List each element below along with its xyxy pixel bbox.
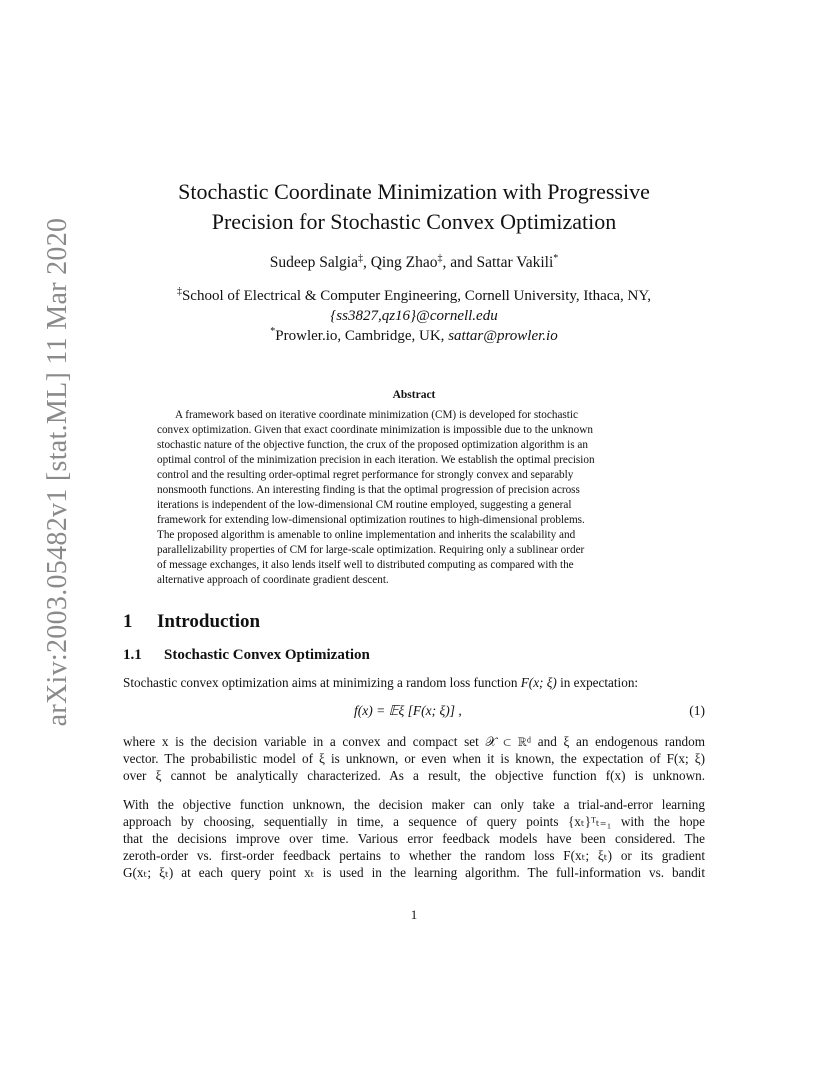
- subsection-title: Stochastic Convex Optimization: [164, 647, 370, 663]
- affiliation-1-emails: {ss3827,qz16}@cornell.edu: [330, 308, 498, 324]
- abstract-line: nonsmooth functions. An interesting finding is that the optimal progression of precision across: [157, 484, 580, 496]
- title-line-2: Precision for Stochastic Convex Optimization: [211, 209, 617, 234]
- author-1-mark: ‡: [357, 252, 363, 264]
- title-line-1: Stochastic Coordinate Minimization with Progressive: [178, 179, 650, 204]
- abstract-line: convex optimization. Given that exact coordinate minimization is impossible due to the unknown: [157, 424, 593, 436]
- paper-page: [123, 0, 705, 1072]
- page-number: 1: [410, 907, 418, 922]
- affiliation-2-mark: *: [270, 326, 276, 337]
- affiliation-2: [123, 326, 705, 346]
- author-2: Qing Zhao: [370, 254, 438, 271]
- affiliation-2-text: Prowler.io, Cambridge, UK,: [275, 328, 449, 344]
- affiliation-1-mark: ‡: [176, 286, 182, 297]
- author-1: Sudeep Salgia: [269, 254, 358, 271]
- paper-title: [123, 177, 705, 237]
- affiliation-1: [123, 286, 705, 306]
- abstract-line: of message exchanges, it also lends itself well to distributed computing as compared with the: [157, 559, 574, 571]
- subsection-number: 1.1: [123, 647, 142, 663]
- paragraph-3: [123, 796, 705, 881]
- abstract-line: alternative approach of coordinate gradient descent.: [157, 574, 389, 586]
- paragraph-line: With the objective function unknown, the decision maker can only take a trial-and-error learning: [123, 797, 705, 812]
- affiliations: [123, 286, 705, 346]
- paragraph-line: vector. The probabilistic model of ξ is unknown, or even when it is known, the expectation of F(x; ξ): [123, 751, 705, 766]
- section-number: 1: [123, 611, 133, 632]
- abstract-heading: Abstract: [392, 389, 436, 401]
- math-expression: F(x; ξ): [520, 675, 557, 690]
- author-2-mark: ‡: [437, 252, 443, 264]
- affiliation-1-text: School of Electrical & Computer Engineering, Cornell University, Ithaca, NY,: [181, 288, 652, 304]
- author-separator: , and: [442, 254, 477, 271]
- paragraph-line: that the decisions improve over time. Various error feedback models have been considered. The: [123, 831, 705, 846]
- abstract-line: stochastic nature of the objective function, the crux of the proposed optimization algorithm is an: [157, 439, 588, 451]
- abstract-body: [157, 408, 671, 588]
- paragraph-line: zeroth-order vs. first-order feedback pertains to whether the random loss F(xₜ; ξₜ) or its gradient: [123, 848, 705, 863]
- author-separator: ,: [362, 254, 371, 271]
- author-3: Sattar Vakili: [476, 254, 554, 271]
- paragraph-2: [123, 733, 705, 784]
- abstract-line: parallelizability properties of CM for large-scale optimization. Requiring only a sublinear order: [157, 544, 585, 556]
- arxiv-identifier-stamp: arXiv:2003.05482v1 [stat.ML] 11 Mar 2020: [42, 217, 73, 727]
- paragraph-text: in expectation:: [556, 675, 639, 690]
- paragraph-line: over ξ cannot be analytically characterized. As a result, the objective function f(x) is unknown.: [123, 768, 705, 783]
- affiliation-2-email: sattar@prowler.io: [448, 328, 558, 344]
- section-heading: [123, 611, 260, 633]
- equation-body: f(x) = 𝔼ξ [F(x; ξ)] ,: [354, 703, 462, 718]
- abstract-line: control and the resulting order-optimal regret performance for strongly convex and separably: [157, 469, 574, 481]
- section-title: Introduction: [157, 611, 261, 632]
- equation-number: (1): [689, 703, 705, 718]
- paragraph-text: Stochastic convex optimization aims at minimizing a random loss function: [123, 675, 521, 690]
- abstract-line: iterations is independent of the low-dimensional CM routine employed, suggesting a general: [157, 499, 572, 511]
- paragraph-line: approach by choosing, sequentially in time, a sequence of query points {xₜ}ᵀₜ₌₁ with the hope: [123, 814, 705, 829]
- paragraph-line: G(xₜ; ξₜ) at each query point xₜ is used in the learning algorithm. The full-information vs. bandit: [123, 865, 705, 880]
- paragraph-line: where x is the decision variable in a convex and compact set 𝒳 ⊂ ℝᵈ and ξ an endogenous random: [123, 734, 705, 749]
- abstract-line: framework for extending low-dimensional optimization routines to high-dimensional problems.: [157, 514, 585, 526]
- abstract-line: The proposed algorithm is amenable to online implementation and inherits the scalability and: [157, 529, 576, 541]
- abstract-line: A framework based on iterative coordinate minimization (CM) is developed for stochastic: [175, 409, 578, 421]
- author-3-mark: *: [553, 252, 559, 264]
- paragraph-1: [123, 674, 705, 691]
- subsection-heading: [123, 647, 370, 664]
- abstract-line: optimal control of the minimization precision in each iteration. We establish the optimal precision: [157, 454, 595, 466]
- author-list: [123, 254, 705, 272]
